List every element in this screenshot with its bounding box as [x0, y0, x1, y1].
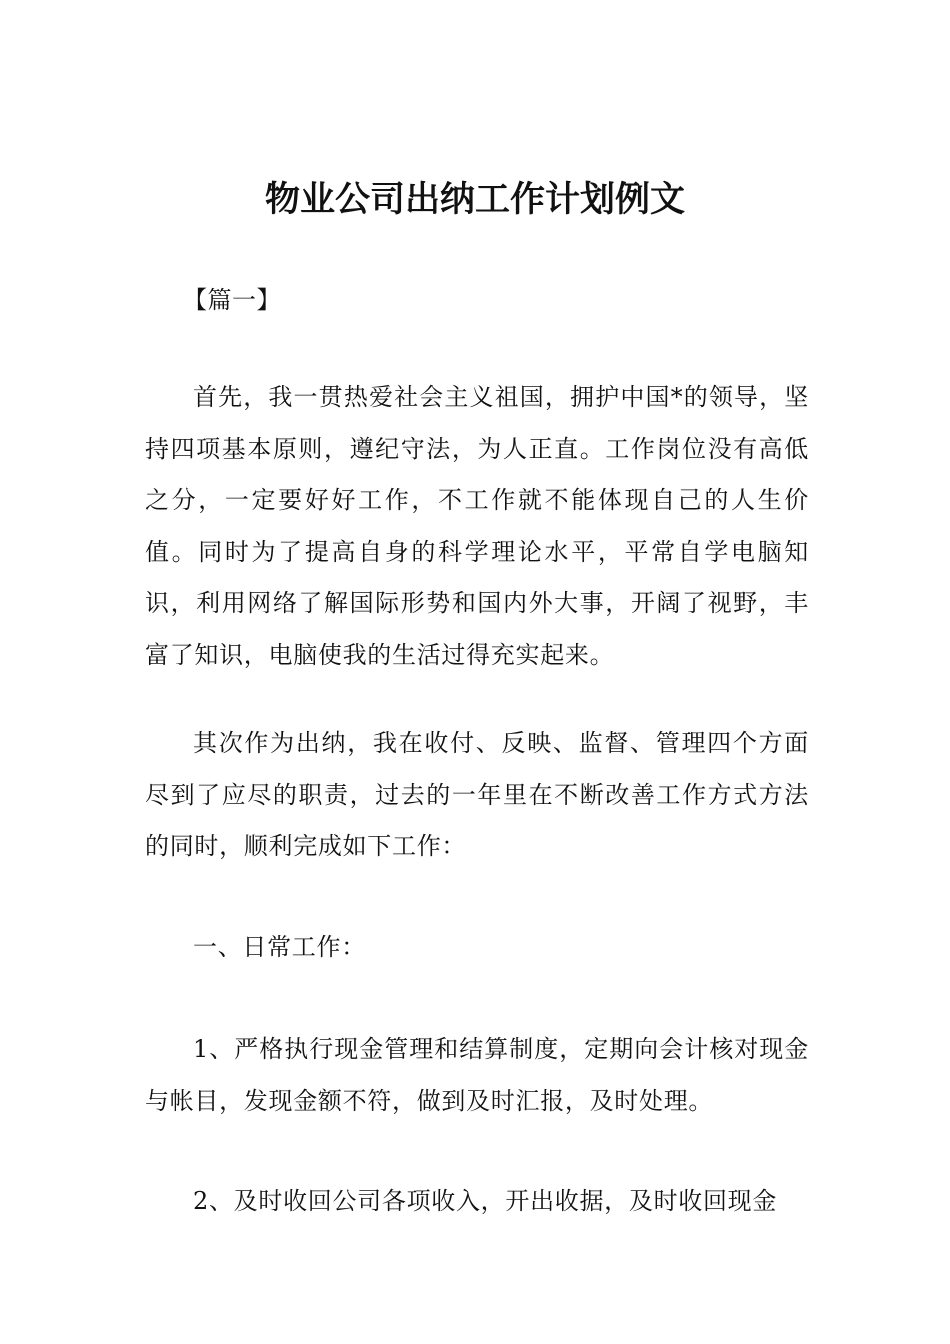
list-item-1: 1、严格执行现金管理和结算制度，定期向会计核对现金与帐目，发现金额不符，做到及时汇报，及时处理。 — [145, 1035, 809, 1115]
document-title: 物业公司出纳工作计划例文 — [264, 180, 685, 220]
paragraph-duties: 其次作为出纳，我在收付、反映、监督、管理四个方面尽到了应尽的职责，过去的一年里在不断改善工作方式方法的同时，顺利完成如下工作： — [145, 729, 809, 860]
section-tag: 【篇一】 — [183, 286, 281, 314]
section-heading-daily-work: 一、日常工作： — [193, 933, 366, 961]
list-item-2: 2、及时收回公司各项收入，开出收据，及时收回现金 — [193, 1187, 778, 1215]
paragraph-intro: 首先，我一贯热爱社会主义祖国，拥护中国*的领导，坚持四项基本原则，遵纪守法，为人正直。工作岗位没有高低之分，一定要好好工作，不工作就不能体现自己的人生价值。同时为了提高自身的科学理论水平，平常自学电脑知识，利用网络了解国际形势和国内外大事，开阔了视野，丰富了知识，电脑使我的生活过得充实起来。 — [145, 383, 809, 669]
